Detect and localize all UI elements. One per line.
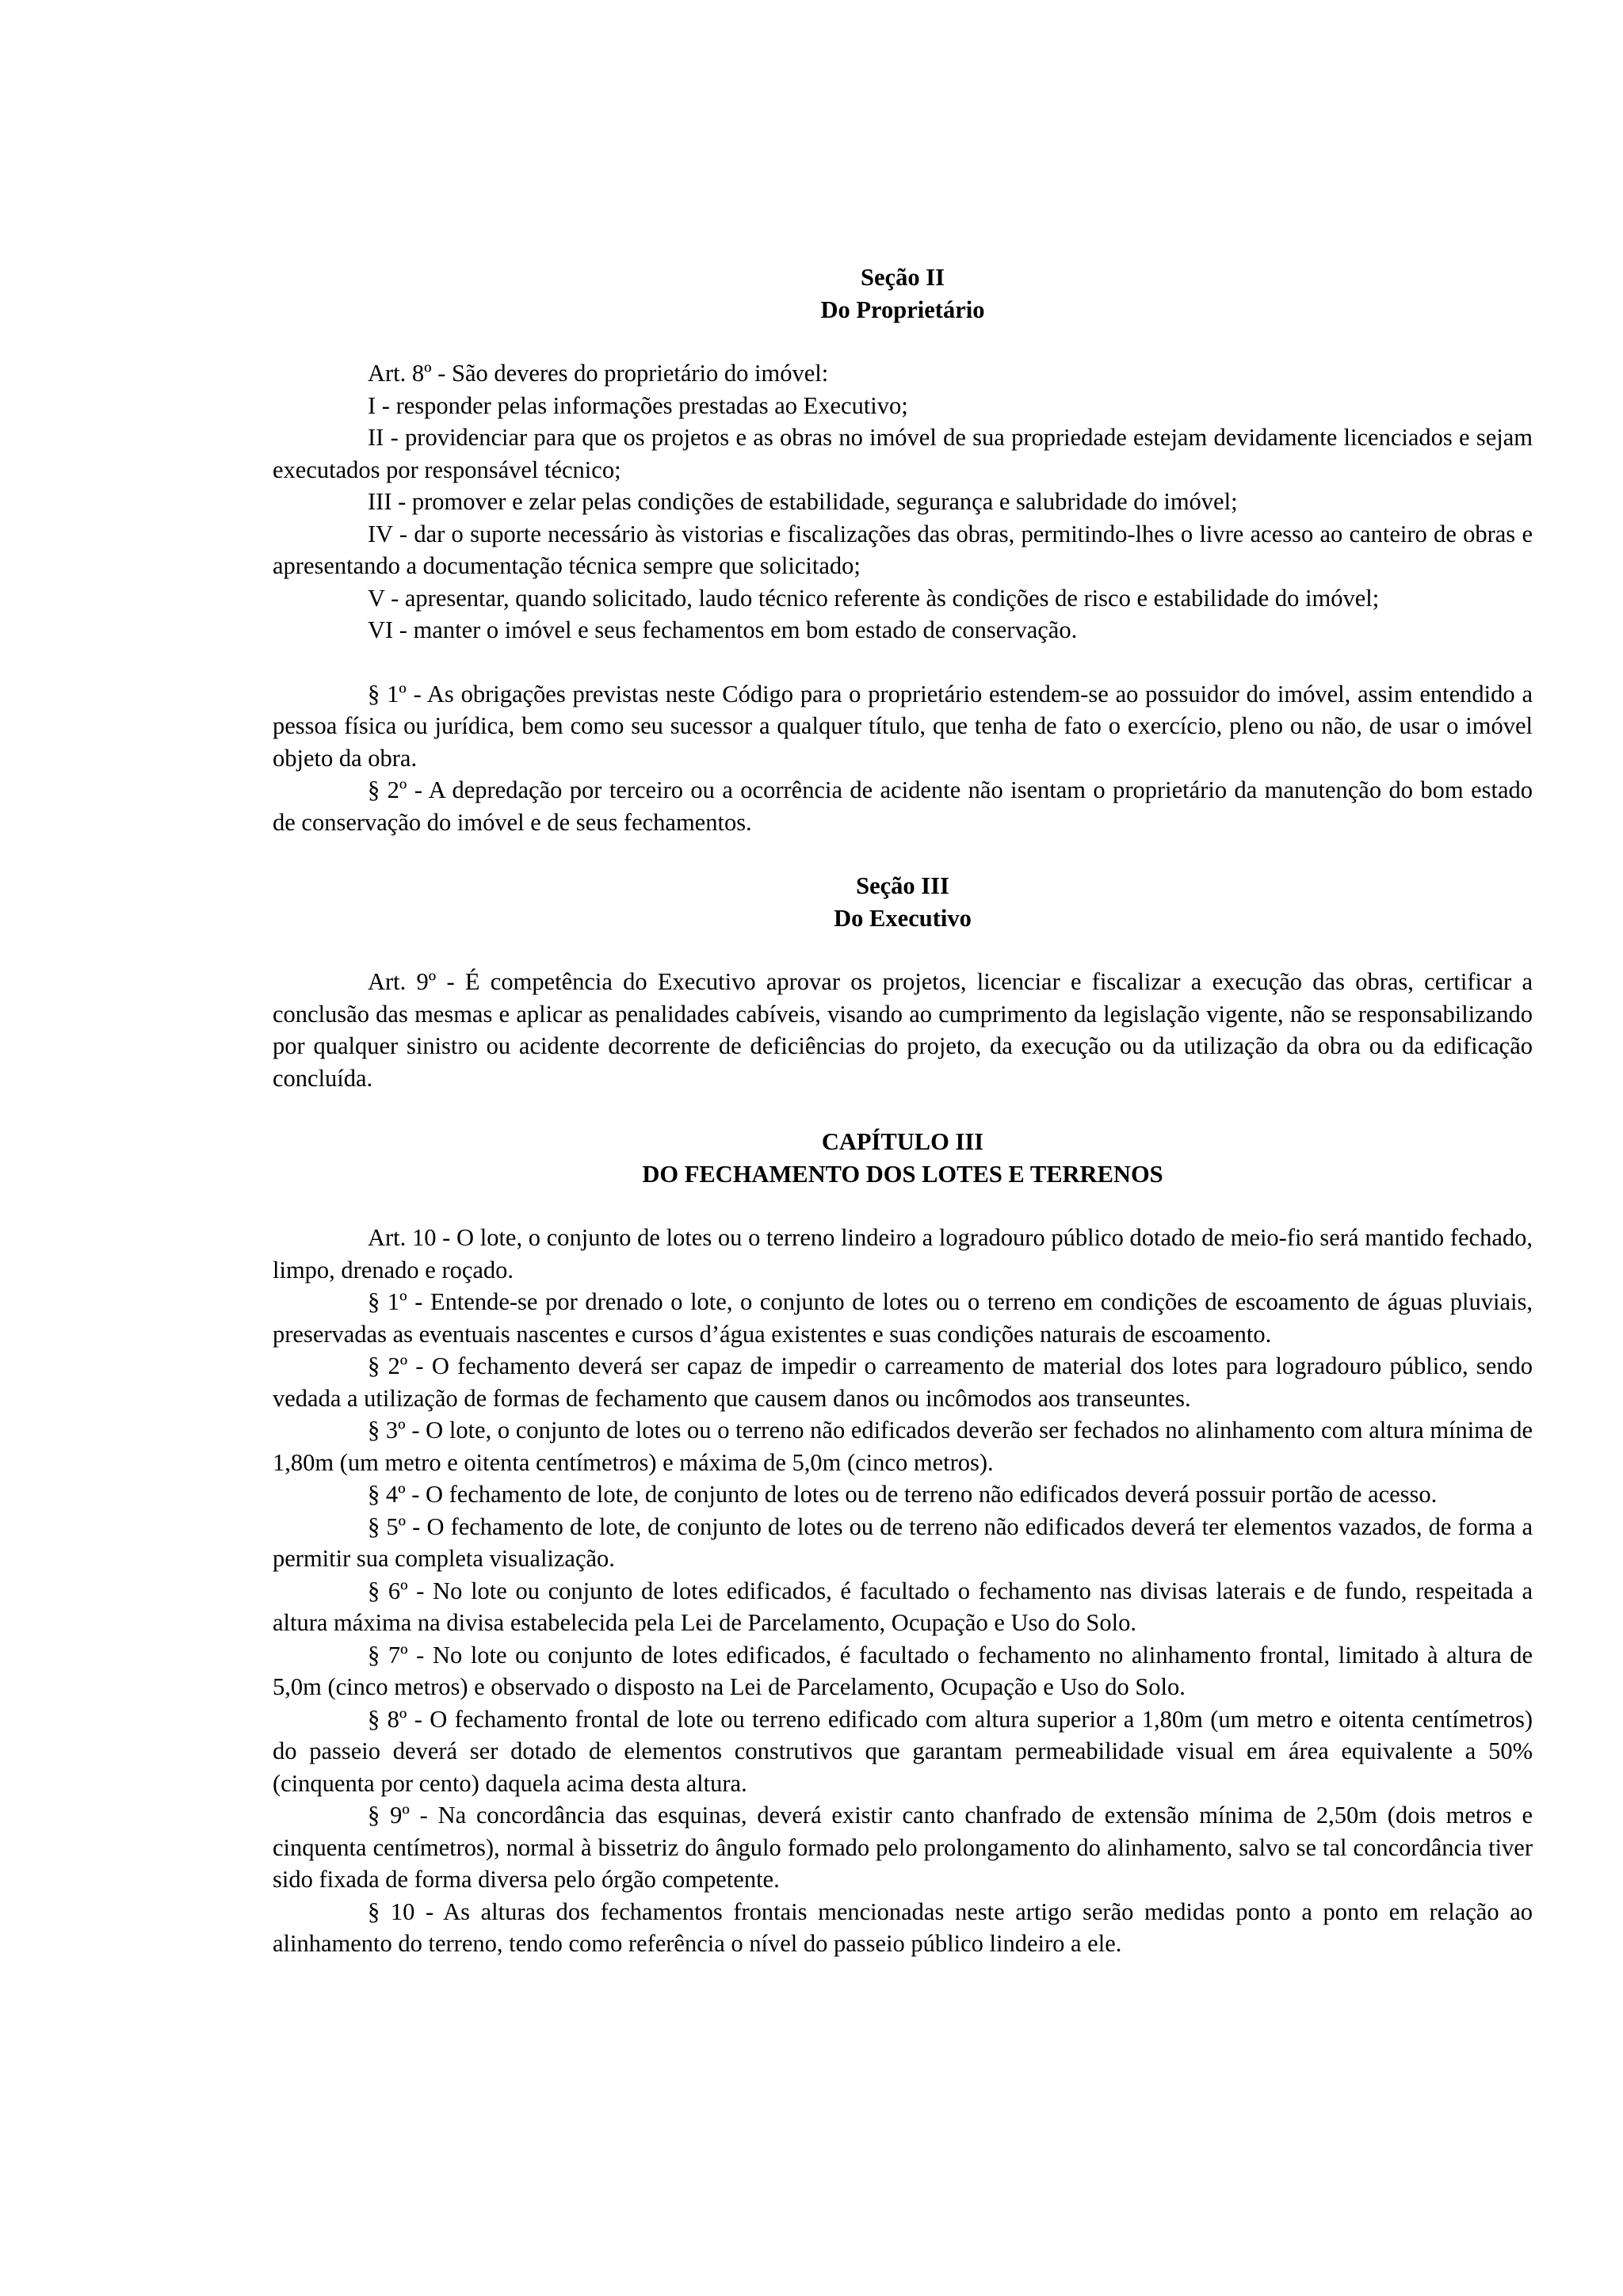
article-10-paragraph: § 4º - O fechamento de lote, de conjunto de lotes ou de terreno não edificados deverá possuir portão de acesso. bbox=[368, 1481, 1438, 1508]
article-10-paragraph: § 5º - O fechamento de lote, de conjunto de lotes ou de terreno não edificados deverá ter elementos vazados, de forma a permitir sua completa visualização. bbox=[273, 1512, 1533, 1572]
article-10-paragraph: § 6º - No lote ou conjunto de lotes edificados, é facultado o fechamento nas divisas laterais e de fundo, respeitada a altura máxima na divisa estabelecida pela Lei de Parcelamento, Ocupação e Uso do Solo. bbox=[273, 1577, 1533, 1636]
article-8-item: VI - manter o imóvel e seus fechamentos em bom estado de conservação. bbox=[368, 616, 1078, 643]
article-10-paragraph: § 10 - As alturas dos fechamentos frontais mencionadas neste artigo serão medidas ponto a ponto em relação ao alinhamento do terreno, tendo como referência o nível do passeio público lindeiro a ele. bbox=[273, 1897, 1533, 1957]
article-8-item: III - promover e zelar pelas condições de estabilidade, segurança e salubridade do imóvel; bbox=[368, 488, 1238, 515]
article-8-item: IV - dar o suporte necessário às vistorias e fiscalizações das obras, permitindo-lhes o livre acesso ao canteiro de obras e apresentando a documentação técnica sempre que solicitado; bbox=[273, 520, 1533, 579]
article-10-caput: Art. 10 - O lote, o conjunto de lotes ou o terreno lindeiro a logradouro público dotado de meio-fio será mantido fechado, limpo, drenado e roçado. bbox=[273, 1224, 1533, 1283]
article-8-item: V - apresentar, quando solicitado, laudo técnico referente às condições de risco e estabilidade do imóvel; bbox=[368, 584, 1380, 612]
section-title: Seção II bbox=[861, 264, 945, 291]
article-10-paragraph: § 8º - O fechamento frontal de lote ou terreno edificado com altura superior a 1,80m (um metro e oitenta centímetros) do passeio deverá ser dotado de elementos construtivos que garantam permeabilidade visual em área equivalente a 50% (cinquenta por cento) daquela acima desta altura. bbox=[273, 1705, 1533, 1797]
article-8-item: I - responder pelas informações prestadas ao Executivo; bbox=[368, 391, 908, 419]
article-8-paragraph: § 1º - As obrigações previstas neste Código para o proprietário estendem-se ao possuidor do imóvel, assim entendido a pessoa física ou jurídica, bem como seu sucessor a qualquer título, que tenha de fato o exercício, pleno ou não, de usar o imóvel objeto da obra. bbox=[273, 680, 1533, 772]
section-subtitle: Do Executivo bbox=[834, 904, 972, 932]
article-10-paragraph: § 1º - Entende-se por drenado o lote, o conjunto de lotes ou o terreno em condições de escoamento de águas pluviais, preservadas as eventuais nascentes e cursos d’água existentes e suas condições naturais de escoamento. bbox=[273, 1288, 1533, 1348]
article-9-caput: Art. 9º - É competência do Executivo aprovar os projetos, licenciar e fiscalizar a execução das obras, certificar a conclusão das mesmas e aplicar as penalidades cabíveis, visando ao cumprimento da legislação vigente, não se responsabilizando por qualquer sinistro ou acidente decorrente de deficiências do projeto, da execução ou da utilização da obra ou da edificação concluída. bbox=[273, 968, 1533, 1092]
article-10-paragraph: § 2º - O fechamento deverá ser capaz de impedir o carreamento de material dos lotes para logradouro público, sendo vedada a utilização de formas de fechamento que causem danos ou incômodos aos transeuntes. bbox=[273, 1352, 1533, 1412]
article-10-paragraph: § 9º - Na concordância das esquinas, deverá existir canto chanfrado de extensão mínima de 2,50m (dois metros e cinquenta centímetros), normal à bissetriz do ângulo formado pelo prolongamento do alinhamento, salvo se tal concordância tiver sido fixada de forma diversa pelo órgão competente. bbox=[273, 1802, 1533, 1893]
article-10-paragraph: § 7º - No lote ou conjunto de lotes edificados, é facultado o fechamento no alinhamento frontal, limitado à altura de 5,0m (cinco metros) e observado o disposto na Lei de Parcelamento, Ocupação e Uso do Solo. bbox=[273, 1641, 1533, 1700]
article-8-paragraph: § 2º - A depredação por terceiro ou a ocorrência de acidente não isentam o proprietário da manutenção do bom estado de conservação do imóvel e de seus fechamentos. bbox=[273, 776, 1533, 836]
article-8-item: II - providenciar para que os projetos e as obras no imóvel de sua propriedade estejam devidamente licenciados e sejam executados por responsável técnico; bbox=[273, 424, 1533, 483]
chapter-title: CAPÍTULO III bbox=[821, 1128, 984, 1155]
chapter-subtitle: DO FECHAMENTO DOS LOTES E TERRENOS bbox=[642, 1160, 1163, 1188]
article-10-paragraph: § 3º - O lote, o conjunto de lotes ou o terreno não edificados deverão ser fechados no alinhamento com altura mínima de 1,80m (um metro e oitenta centímetros) e máxima de 5,0m (cinco metros). bbox=[273, 1417, 1533, 1476]
section-title: Seção III bbox=[856, 872, 949, 899]
article-8-caput: Art. 8º - São deveres do proprietário do imóvel: bbox=[368, 360, 829, 387]
section-subtitle: Do Proprietário bbox=[820, 296, 985, 323]
document-body bbox=[273, 261, 1533, 1960]
